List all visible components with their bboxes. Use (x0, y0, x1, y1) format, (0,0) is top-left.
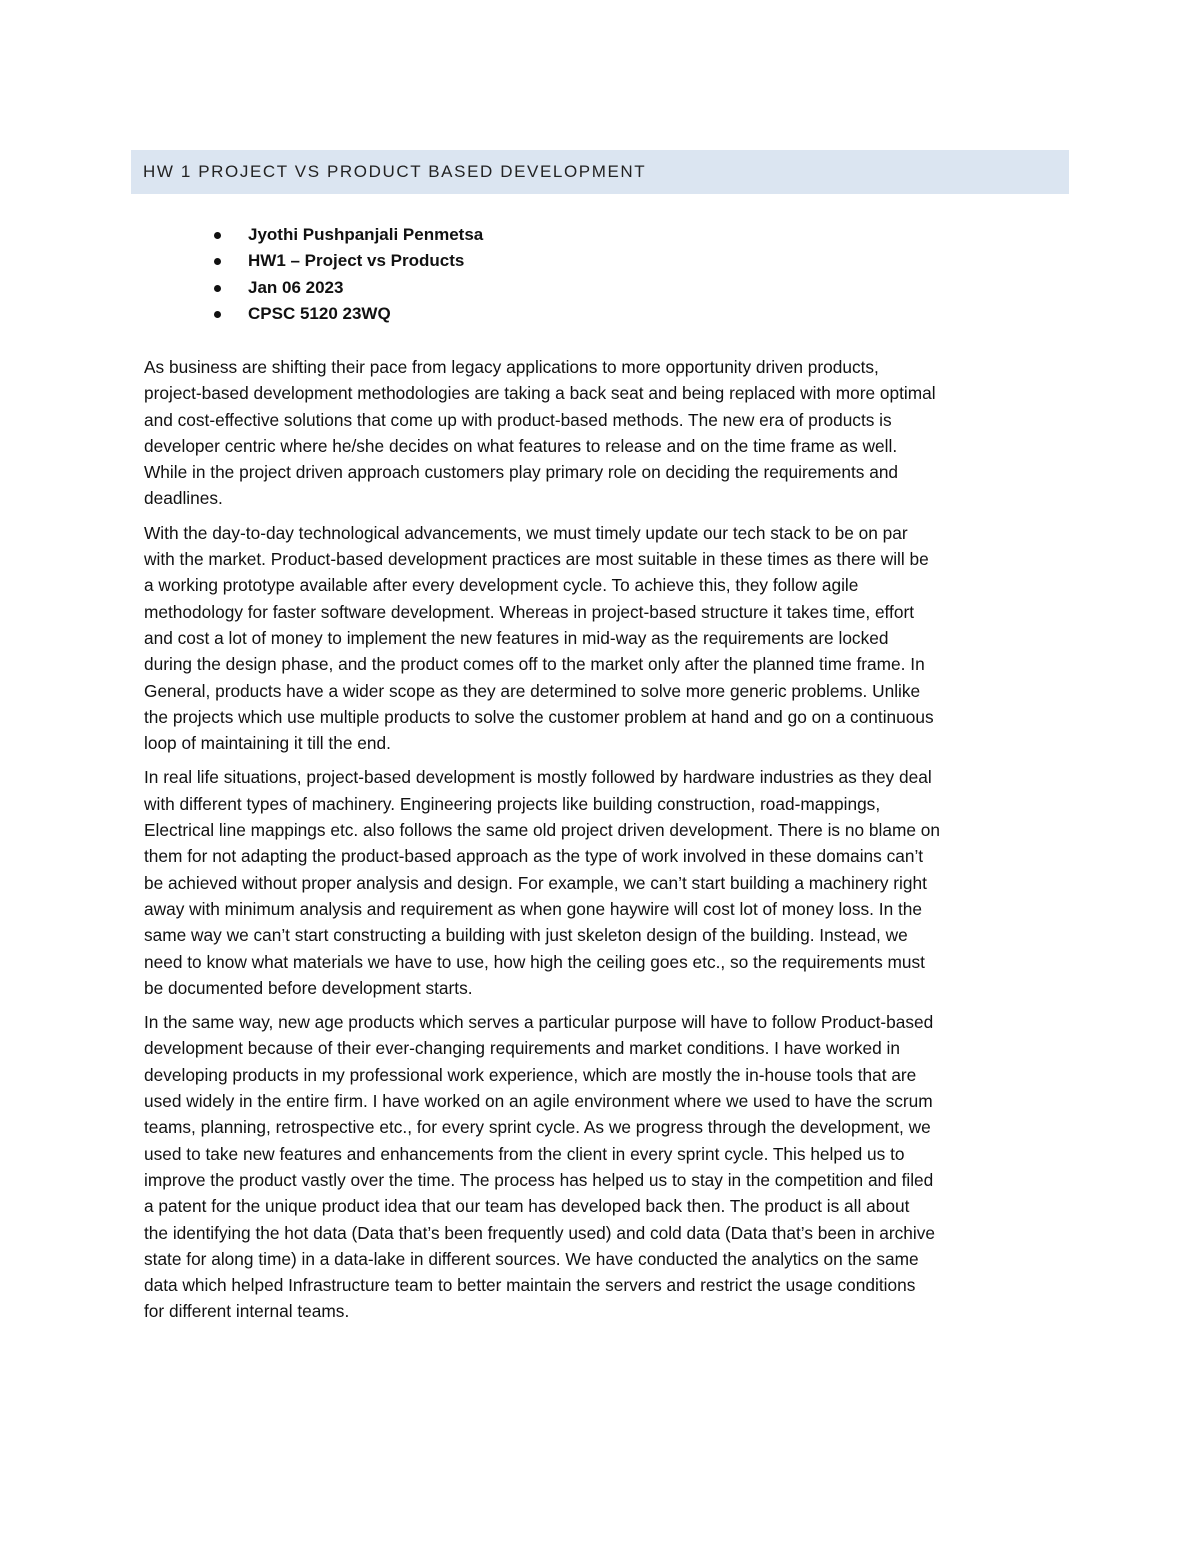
paragraph-line: for different internal teams. (144, 1301, 350, 1322)
paragraph-line: same way we can’t start constructing a building with just skeleton design of the building. Instead, we (144, 925, 908, 946)
document-title: HW 1 PROJECT VS PRODUCT BASED DEVELOPMENT (143, 162, 647, 181)
body-paragraph (144, 1009, 1064, 1325)
paragraph-line: during the design phase, and the product comes off to the market only after the planned time frame. In (144, 654, 925, 675)
paragraph-line: and cost-effective solutions that come up with product-based methods. The new era of products is (144, 409, 892, 430)
list-item (210, 248, 483, 274)
paragraph-line: and cost a lot of money to implement the new features in mid-way as the requirements are locked (144, 627, 889, 648)
bullet-icon (214, 311, 221, 318)
paragraph-line: with different types of machinery. Engineering projects like building construction, road-mappings, (144, 793, 881, 814)
bullet-icon (214, 285, 221, 292)
author-name: Jyothi Pushpanjali Penmetsa (248, 225, 484, 244)
paragraph-line: data which helped Infrastructure team to better maintain the servers and restrict the usage conditions (144, 1275, 916, 1296)
paragraph-line: In the same way, new age products which serves a particular purpose will have to follow Product-based (144, 1012, 934, 1033)
paragraph-line: a working prototype available after every development cycle. To achieve this, they follow agile (144, 575, 859, 596)
paragraph-line: used widely in the entire firm. I have worked on an agile environment where we used to have the scrum (144, 1091, 933, 1112)
title-banner (131, 150, 1069, 194)
paragraph-line: project-based development methodologies are taking a back seat and being replaced with more optimal (144, 383, 936, 404)
paragraph-line: Electrical line mappings etc. also follows the same old project driven development. There is no blame on (144, 820, 940, 841)
author-info-list (210, 222, 483, 327)
paragraph-line: teams, planning, retrospective etc., for every sprint cycle. As we progress through the development, we (144, 1117, 931, 1138)
document-body (144, 354, 1064, 1333)
paragraph-line: methodology for faster software development. Whereas in project-based structure it takes time, effort (144, 601, 915, 622)
body-paragraph (144, 520, 1064, 757)
paragraph-line: state for along time) in a data-lake in different sources. We have conducted the analytics on the same (144, 1248, 919, 1269)
paragraph-line: loop of maintaining it till the end. (144, 733, 391, 754)
paragraph-line: away with minimum analysis and requirement as when gone haywire will cost lot of money loss. In the (144, 898, 923, 919)
paragraph-line: developing products in my professional work experience, which are mostly the in-house tools that are (144, 1064, 917, 1085)
paragraph-line: be achieved without proper analysis and design. For example, we can’t start building a machinery right (144, 872, 927, 893)
paragraph-line: deadlines. (144, 488, 223, 509)
paragraph-line: need to know what materials we have to use, how high the ceiling goes etc., so the requirements must (144, 951, 925, 972)
paragraph-line: With the day-to-day technological advancements, we must timely update our tech stack to be on par (144, 522, 908, 543)
paragraph-line: developer centric where he/she decides on what features to release and on the time frame as well. (144, 435, 898, 456)
paragraph-line: them for not adapting the product-based approach as the type of work involved in these domains can’t (144, 846, 924, 867)
body-paragraph (144, 354, 1064, 512)
paragraph-line: the identifying the hot data (Data that’s been frequently used) and cold data (Data that’s been in archive (144, 1222, 935, 1243)
paragraph-line: with the market. Product-based development practices are most suitable in these times as there will be (144, 549, 929, 570)
paragraph-line: development because of their ever-changing requirements and market conditions. I have worked in (144, 1038, 901, 1059)
list-item (210, 275, 483, 301)
list-item (210, 301, 483, 327)
paragraph-line: the projects which use multiple products to solve the customer problem at hand and go on a continuous (144, 706, 934, 727)
paragraph-line: a patent for the unique product idea that our team has developed back then. The product is all about (144, 1196, 910, 1217)
bullet-icon (214, 232, 221, 239)
assignment-date: Jan 06 2023 (248, 277, 344, 297)
paragraph-line: used to take new features and enhancements from the client in every sprint cycle. This helped us to (144, 1143, 905, 1164)
assignment-name: HW1 – Project vs Products (248, 251, 465, 271)
paragraph-line: While in the project driven approach customers play primary role on deciding the requirements and (144, 462, 899, 483)
bullet-icon (214, 258, 221, 265)
body-paragraph (144, 764, 1064, 1001)
paragraph-line: As business are shifting their pace from legacy applications to more opportunity driven products, (144, 357, 879, 377)
paragraph-line: General, products have a wider scope as they are determined to solve more generic problems. Unlike (144, 680, 921, 701)
list-item (210, 222, 483, 248)
course-code: CPSC 5120 23WQ (248, 303, 391, 323)
paragraph-line: be documented before development starts. (144, 977, 473, 998)
paragraph-line: improve the product vastly over the time. The process has helped us to stay in the competition and filed (144, 1169, 934, 1190)
paragraph-line: In real life situations, project-based development is mostly followed by hardware industries as they deal (144, 767, 932, 788)
